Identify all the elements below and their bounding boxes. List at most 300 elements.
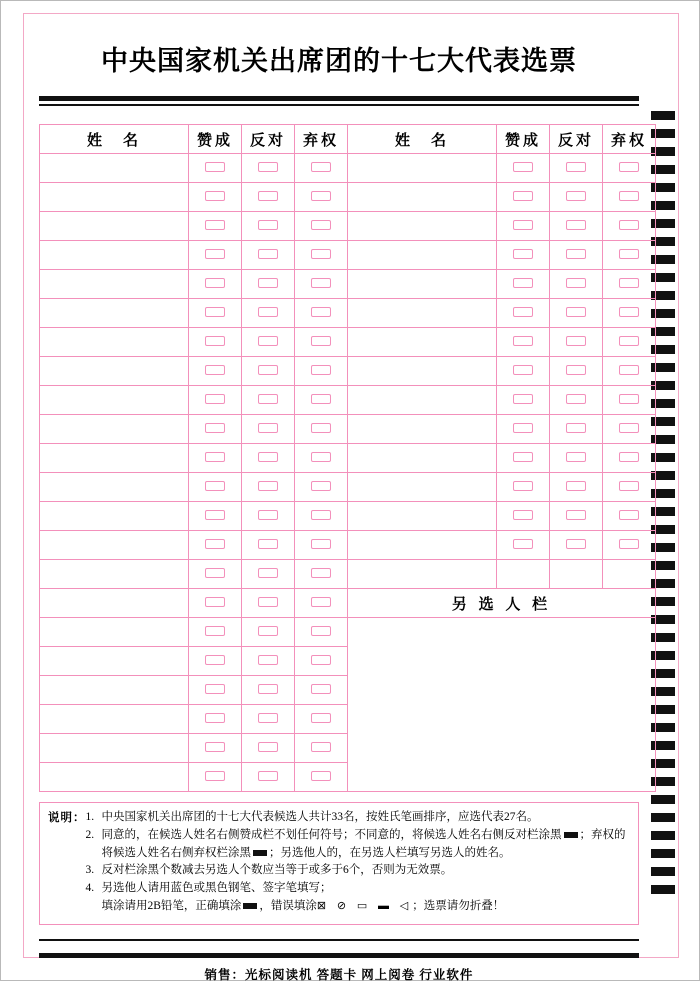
bubble-icon[interactable]	[311, 220, 331, 230]
bubble-icon[interactable]	[619, 423, 639, 433]
column-header-3: 弃权	[295, 125, 348, 154]
vote-cell	[242, 647, 295, 676]
vote-cell	[295, 705, 348, 734]
candidate-name-cell	[348, 444, 497, 473]
table-row	[40, 502, 656, 531]
bubble-icon[interactable]	[258, 423, 278, 433]
column-header-r3: 弃权	[603, 125, 656, 154]
candidate-name-cell	[348, 386, 497, 415]
candidate-name-cell	[40, 415, 189, 444]
vote-cell	[295, 415, 348, 444]
vote-cell	[189, 763, 242, 792]
bubble-icon[interactable]	[619, 162, 639, 172]
vote-cell	[242, 415, 295, 444]
vote-cell	[550, 270, 603, 299]
bubble-icon[interactable]	[205, 249, 225, 259]
vote-cell	[295, 531, 348, 560]
vote-cell	[550, 531, 603, 560]
vote-cell	[603, 473, 656, 502]
bubble-icon[interactable]	[205, 684, 225, 694]
candidate-name-cell	[40, 386, 189, 415]
divider-thick-top	[39, 96, 639, 101]
vote-cell	[189, 386, 242, 415]
ballot-content	[39, 29, 655, 983]
bubble-icon[interactable]	[513, 191, 533, 201]
candidate-name-cell	[40, 763, 189, 792]
vote-cell	[295, 183, 348, 212]
table-row	[40, 357, 656, 386]
column-header-r0: 姓 名	[348, 125, 497, 154]
vote-cell	[550, 212, 603, 241]
vote-cell	[242, 270, 295, 299]
candidate-name-cell	[40, 705, 189, 734]
bubble-icon[interactable]	[258, 597, 278, 607]
bubble-icon[interactable]	[619, 249, 639, 259]
vote-cell	[242, 531, 295, 560]
bubble-icon[interactable]	[205, 568, 225, 578]
bubble-icon[interactable]	[311, 278, 331, 288]
bubble-icon[interactable]	[258, 481, 278, 491]
vote-cell	[497, 444, 550, 473]
vote-cell	[550, 241, 603, 270]
divider-thin-top	[39, 104, 639, 106]
vote-cell	[242, 386, 295, 415]
bubble-icon[interactable]	[513, 162, 533, 172]
candidate-name-cell	[348, 328, 497, 357]
table-row	[40, 589, 656, 618]
vote-cell	[550, 183, 603, 212]
candidate-name-cell	[348, 473, 497, 502]
bubble-icon[interactable]	[258, 365, 278, 375]
bubble-icon[interactable]	[205, 191, 225, 201]
vote-cell	[295, 502, 348, 531]
bubble-icon[interactable]	[258, 162, 278, 172]
bubble-icon[interactable]	[311, 307, 331, 317]
vote-cell	[295, 618, 348, 647]
vote-cell	[295, 473, 348, 502]
bubble-icon[interactable]	[311, 452, 331, 462]
table-row	[40, 444, 656, 473]
candidate-name-cell	[40, 212, 189, 241]
bubble-icon[interactable]	[205, 336, 225, 346]
candidate-name-cell	[348, 212, 497, 241]
bubble-icon[interactable]	[311, 423, 331, 433]
vote-cell	[242, 705, 295, 734]
bubble-icon[interactable]	[311, 394, 331, 404]
page-title: 中央国家机关出席团的十七大代表选票	[101, 46, 577, 76]
fill-mark-icon	[564, 832, 578, 838]
bubble-icon[interactable]	[513, 336, 533, 346]
candidate-name-cell	[40, 647, 189, 676]
candidate-name-cell	[348, 183, 497, 212]
bubble-icon[interactable]	[566, 423, 586, 433]
vote-cell	[295, 647, 348, 676]
fill-mark-icon	[243, 903, 257, 909]
vote-cell	[295, 241, 348, 270]
vote-cell	[242, 328, 295, 357]
vote-cell	[603, 183, 656, 212]
candidate-name-cell	[40, 357, 189, 386]
bubble-icon[interactable]	[205, 220, 225, 230]
vote-cell	[189, 647, 242, 676]
footer-text: 销售：光标阅读机 答题卡 网上阅卷 行业软件	[204, 967, 474, 982]
bubble-icon[interactable]	[311, 510, 331, 520]
bubble-icon[interactable]	[205, 423, 225, 433]
candidate-name-cell	[40, 676, 189, 705]
vote-cell	[189, 531, 242, 560]
bubble-icon[interactable]	[258, 394, 278, 404]
instruction-item: 2. 同意的，在候选人姓名右侧赞成栏不划任何符号；不同意的，将候选人姓名右侧反对栏涂黑 ；弃权的将候选人姓名右侧弃权栏涂黑 ；另选他人的，在另选人栏填写另选人的姓名。	[85, 828, 626, 859]
vote-cell	[189, 328, 242, 357]
vote-cell	[189, 589, 242, 618]
vote-cell	[242, 560, 295, 589]
bubble-icon[interactable]	[513, 307, 533, 317]
blank-cell	[348, 560, 497, 589]
bubble-icon[interactable]	[205, 365, 225, 375]
vote-cell	[189, 618, 242, 647]
fill-mark-icon	[253, 850, 267, 856]
candidate-name-cell	[348, 415, 497, 444]
vote-cell	[295, 212, 348, 241]
bubble-icon[interactable]	[311, 568, 331, 578]
vote-cell	[295, 734, 348, 763]
vote-cell	[295, 444, 348, 473]
table-row	[40, 183, 656, 212]
another-candidates-label: 另 选 人 栏	[348, 589, 656, 618]
candidate-name-cell	[348, 299, 497, 328]
vote-cell	[189, 560, 242, 589]
bubble-icon[interactable]	[566, 336, 586, 346]
table-row	[40, 386, 656, 415]
bubble-icon[interactable]	[258, 510, 278, 520]
bubble-icon[interactable]	[311, 162, 331, 172]
vote-cell	[295, 328, 348, 357]
bubble-icon[interactable]	[619, 336, 639, 346]
bubble-icon[interactable]	[258, 539, 278, 549]
bubble-icon[interactable]	[513, 394, 533, 404]
bubble-icon[interactable]	[205, 539, 225, 549]
vote-cell	[189, 270, 242, 299]
vote-cell	[497, 502, 550, 531]
column-header-1: 赞成	[189, 125, 242, 154]
bubble-icon[interactable]	[619, 220, 639, 230]
bubble-icon[interactable]	[205, 626, 225, 636]
instruction-item: 1. 中央国家机关出席团的十七大代表候选人共计33名，按姓氏笔画排序，应选代表27名。	[85, 811, 539, 823]
bubble-icon[interactable]	[258, 684, 278, 694]
vote-cell	[497, 357, 550, 386]
vote-cell	[189, 676, 242, 705]
vote-cell	[295, 763, 348, 792]
vote-cell	[550, 415, 603, 444]
vote-cell	[603, 299, 656, 328]
instructions-label: 说明：	[48, 812, 86, 824]
bubble-icon[interactable]	[258, 220, 278, 230]
vote-cell	[603, 328, 656, 357]
instruction-item: 3. 反对栏涂黑个数减去另选人个数应当等于或多于6个，否则为无效票。	[85, 864, 453, 877]
bubble-icon[interactable]	[311, 191, 331, 201]
candidate-name-cell	[40, 531, 189, 560]
bubble-icon[interactable]	[258, 771, 278, 781]
bubble-icon[interactable]	[566, 162, 586, 172]
vote-cell	[189, 299, 242, 328]
vote-cell	[550, 386, 603, 415]
vote-cell	[603, 357, 656, 386]
vote-cell	[497, 415, 550, 444]
bubble-icon[interactable]	[311, 249, 331, 259]
vote-cell	[603, 531, 656, 560]
vote-cell	[242, 589, 295, 618]
candidate-name-cell	[348, 357, 497, 386]
table-row	[40, 560, 656, 589]
bubble-icon[interactable]	[205, 713, 225, 723]
vote-cell	[603, 444, 656, 473]
vote-cell	[242, 734, 295, 763]
vote-cell	[603, 154, 656, 183]
bubble-icon[interactable]	[566, 249, 586, 259]
vote-cell	[242, 241, 295, 270]
bubble-icon[interactable]	[258, 568, 278, 578]
candidate-name-cell	[40, 299, 189, 328]
vote-cell	[242, 154, 295, 183]
candidate-name-cell	[40, 618, 189, 647]
bubble-icon[interactable]	[258, 742, 278, 752]
bubble-icon[interactable]	[311, 539, 331, 549]
vote-cell	[497, 473, 550, 502]
vote-cell	[242, 618, 295, 647]
vote-cell	[189, 154, 242, 183]
bubble-icon[interactable]	[205, 278, 225, 288]
candidate-name-cell	[40, 270, 189, 299]
vote-cell	[550, 328, 603, 357]
candidate-name-cell	[348, 241, 497, 270]
candidate-name-cell	[40, 183, 189, 212]
vote-cell	[295, 270, 348, 299]
blank-cell	[497, 560, 550, 589]
bubble-icon[interactable]	[205, 394, 225, 404]
candidate-name-cell	[348, 502, 497, 531]
bubble-icon[interactable]	[311, 655, 331, 665]
bubble-icon[interactable]	[619, 452, 639, 462]
column-header-2: 反对	[242, 125, 295, 154]
vote-cell	[242, 676, 295, 705]
instruction-item: 4. 另选他人请用蓝色或黑色钢笔、签字笔填写； 填涂请用2B铅笔，正确填涂 ，错误填涂⊠ ⊘ ▭ ▬ ◁；选票请勿折叠！	[86, 880, 631, 916]
bubble-icon[interactable]	[566, 191, 586, 201]
candidate-name-cell	[40, 560, 189, 589]
bubble-icon[interactable]	[311, 597, 331, 607]
vote-cell	[550, 357, 603, 386]
vote-cell	[295, 589, 348, 618]
vote-cell	[603, 502, 656, 531]
bubble-icon[interactable]	[513, 539, 533, 549]
divider-thin-bottom	[39, 939, 639, 941]
vote-cell	[603, 415, 656, 444]
bubble-icon[interactable]	[619, 191, 639, 201]
vote-cell	[189, 415, 242, 444]
table-row	[40, 415, 656, 444]
bubble-icon[interactable]	[311, 771, 331, 781]
bubble-icon[interactable]	[205, 771, 225, 781]
vote-cell	[550, 502, 603, 531]
bubble-icon[interactable]	[513, 249, 533, 259]
bubble-icon[interactable]	[513, 481, 533, 491]
bubble-icon[interactable]	[205, 307, 225, 317]
table-row	[40, 328, 656, 357]
table-row	[40, 154, 656, 183]
bubble-icon[interactable]	[311, 365, 331, 375]
vote-cell	[550, 299, 603, 328]
bubble-icon[interactable]	[513, 365, 533, 375]
bubble-icon[interactable]	[566, 452, 586, 462]
bubble-icon[interactable]	[619, 510, 639, 520]
vote-cell	[497, 386, 550, 415]
vote-cell	[295, 357, 348, 386]
bubble-icon[interactable]	[205, 162, 225, 172]
bubble-icon[interactable]	[258, 336, 278, 346]
vote-cell	[189, 444, 242, 473]
bubble-icon[interactable]	[311, 684, 331, 694]
bubble-icon[interactable]	[258, 655, 278, 665]
vote-cell	[242, 183, 295, 212]
candidate-name-cell	[40, 328, 189, 357]
candidate-name-cell	[40, 502, 189, 531]
bubble-icon[interactable]	[513, 423, 533, 433]
vote-cell	[295, 386, 348, 415]
bubble-icon[interactable]	[205, 655, 225, 665]
bubble-icon[interactable]	[258, 452, 278, 462]
vote-cell	[242, 212, 295, 241]
candidate-name-cell	[348, 531, 497, 560]
vote-cell	[189, 502, 242, 531]
bubble-icon[interactable]	[619, 394, 639, 404]
vote-cell	[242, 299, 295, 328]
candidate-name-cell	[40, 734, 189, 763]
table-header-row	[40, 125, 656, 154]
vote-cell	[497, 241, 550, 270]
blank-cell	[603, 560, 656, 589]
vote-cell	[242, 502, 295, 531]
table-row	[40, 531, 656, 560]
vote-cell	[603, 270, 656, 299]
bubble-icon[interactable]	[258, 249, 278, 259]
bubble-icon[interactable]	[566, 365, 586, 375]
bubble-icon[interactable]	[513, 278, 533, 288]
table-row	[40, 299, 656, 328]
vote-cell	[242, 763, 295, 792]
table-row	[40, 473, 656, 502]
vote-cell	[189, 705, 242, 734]
vote-cell	[497, 299, 550, 328]
bubble-icon[interactable]	[311, 481, 331, 491]
bubble-icon[interactable]	[566, 220, 586, 230]
bubble-icon[interactable]	[311, 626, 331, 636]
blank-cell	[550, 560, 603, 589]
instructions-box	[39, 802, 639, 925]
vote-cell	[242, 357, 295, 386]
bubble-icon[interactable]	[205, 742, 225, 752]
candidate-name-cell	[40, 473, 189, 502]
vote-cell	[189, 473, 242, 502]
candidate-name-cell	[40, 589, 189, 618]
bubble-icon[interactable]	[513, 452, 533, 462]
bubble-icon[interactable]	[205, 510, 225, 520]
vote-cell	[550, 444, 603, 473]
vote-cell	[189, 212, 242, 241]
table-row	[40, 212, 656, 241]
bubble-icon[interactable]	[566, 510, 586, 520]
vote-cell	[242, 473, 295, 502]
bubble-icon[interactable]	[205, 452, 225, 462]
vote-cell	[189, 734, 242, 763]
bubble-icon[interactable]	[205, 481, 225, 491]
vote-cell	[603, 386, 656, 415]
vote-cell	[497, 270, 550, 299]
vote-cell	[295, 676, 348, 705]
bubble-icon[interactable]	[513, 510, 533, 520]
vote-cell	[295, 299, 348, 328]
bubble-icon[interactable]	[566, 394, 586, 404]
vote-cell	[295, 154, 348, 183]
column-header-r2: 反对	[550, 125, 603, 154]
bad-marks-icons: ⊠ ⊘ ▭ ▬ ◁	[316, 900, 413, 913]
bubble-icon[interactable]	[513, 220, 533, 230]
candidate-name-cell	[348, 154, 497, 183]
bubble-icon[interactable]	[258, 191, 278, 201]
vote-cell	[242, 444, 295, 473]
table-row	[40, 270, 656, 299]
bubble-icon[interactable]	[566, 539, 586, 549]
vote-cell	[295, 560, 348, 589]
vote-cell	[189, 357, 242, 386]
vote-cell	[497, 531, 550, 560]
vote-cell	[497, 183, 550, 212]
vote-cell	[189, 241, 242, 270]
candidate-name-cell	[40, 154, 189, 183]
bubble-icon[interactable]	[566, 481, 586, 491]
divider-bottom-group	[39, 939, 655, 958]
ballot-table	[39, 124, 656, 792]
vote-cell	[550, 473, 603, 502]
bubble-icon[interactable]	[258, 713, 278, 723]
vote-cell	[603, 241, 656, 270]
bubble-icon[interactable]	[258, 307, 278, 317]
table-row	[40, 618, 656, 647]
vote-cell	[497, 328, 550, 357]
bubble-icon[interactable]	[619, 307, 639, 317]
column-header-0: 姓 名	[40, 125, 189, 154]
bubble-icon[interactable]	[311, 336, 331, 346]
column-header-r1: 赞成	[497, 125, 550, 154]
vote-cell	[497, 154, 550, 183]
bubble-icon[interactable]	[311, 742, 331, 752]
bubble-icon[interactable]	[205, 597, 225, 607]
bubble-icon[interactable]	[258, 278, 278, 288]
candidate-name-cell	[40, 444, 189, 473]
bubble-icon[interactable]	[619, 481, 639, 491]
vote-cell	[189, 183, 242, 212]
bubble-icon[interactable]	[619, 278, 639, 288]
bubble-icon[interactable]	[566, 278, 586, 288]
bubble-icon[interactable]	[311, 713, 331, 723]
table-row	[40, 241, 656, 270]
candidate-name-cell	[40, 241, 189, 270]
vote-cell	[550, 154, 603, 183]
another-candidates-write-in-area[interactable]	[348, 618, 656, 792]
bubble-icon[interactable]	[258, 626, 278, 636]
bubble-icon[interactable]	[619, 539, 639, 549]
vote-cell	[603, 212, 656, 241]
bubble-icon[interactable]	[566, 307, 586, 317]
bubble-icon[interactable]	[619, 365, 639, 375]
